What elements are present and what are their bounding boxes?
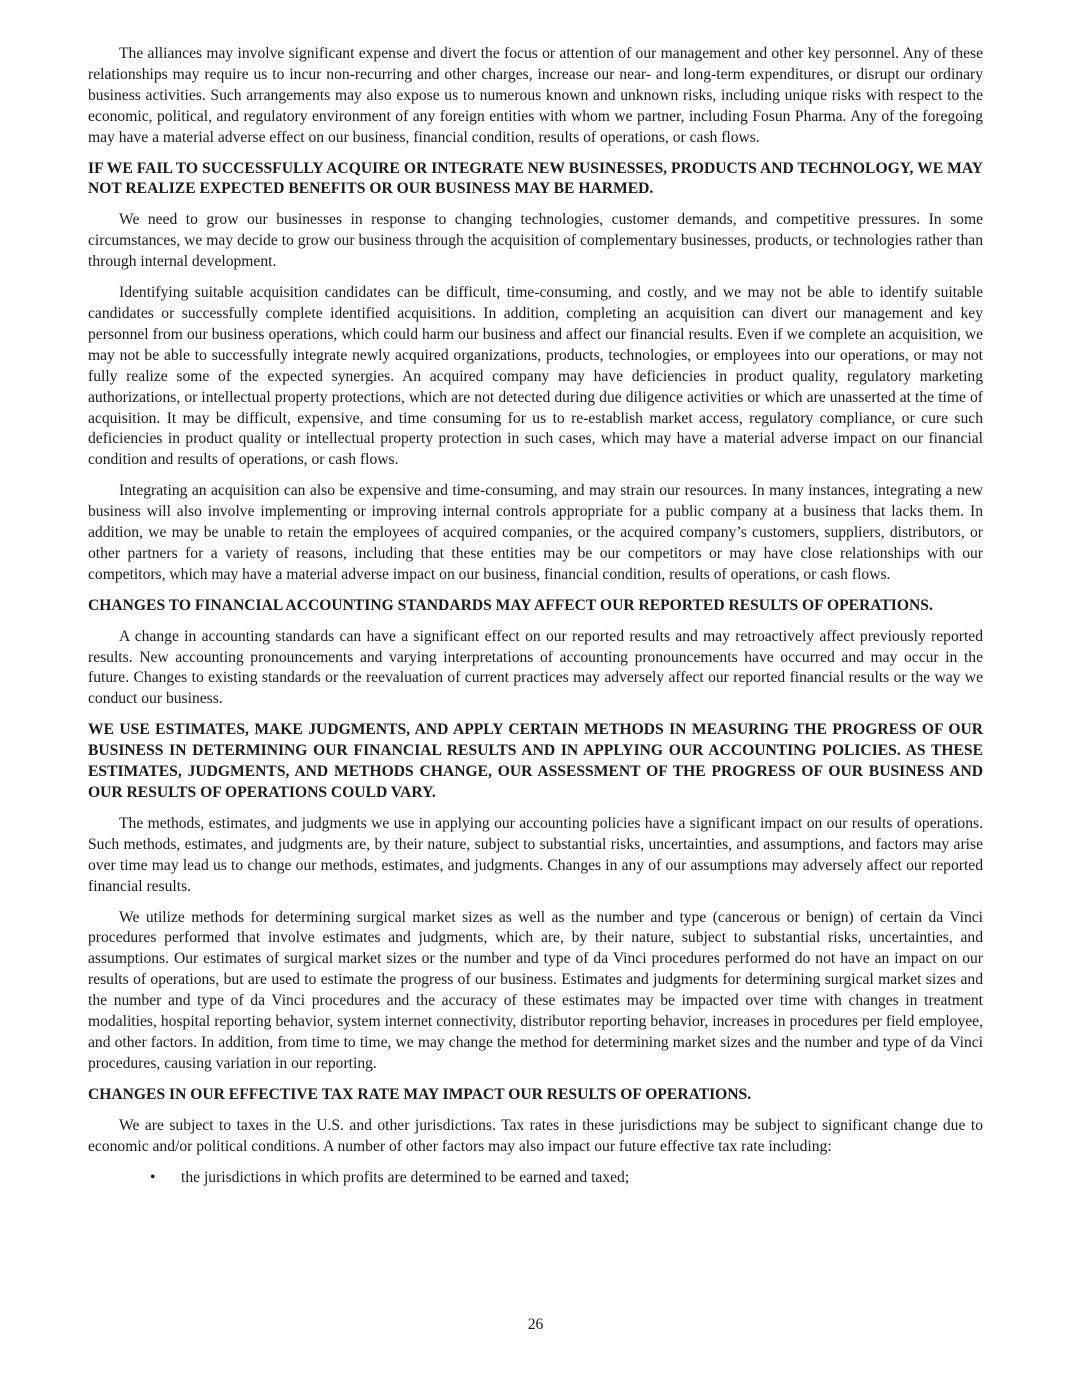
paragraph-grow-business: We need to grow our businesses in response to changing technologies, customer demands, and competitive pressures. In some circumstances, we may decide to grow our business through the acquisition of complementary businesses, products, or technologies rather than through internal development. — [88, 211, 983, 271]
heading-tax-rate: CHANGES IN OUR EFFECTIVE TAX RATE MAY IMPACT OUR RESULTS OF OPERATIONS. — [88, 1085, 752, 1103]
heading-accounting-standards: CHANGES TO FINANCIAL ACCOUNTING STANDARDS MAY AFFECT OUR REPORTED RESULTS OF OPERATIONS. — [88, 596, 933, 614]
bullet-text: the jurisdictions in which profits are determined to be earned and taxed; — [181, 1168, 630, 1186]
heading-acquisitions: IF WE FAIL TO SUCCESSFULLY ACQUIRE OR INTEGRATE NEW BUSINESSES, PRODUCTS AND TECHNOLOGY, WE MAY NOT REALIZE EXPECTED BENEFITS OR OUR BUSINESS MAY BE HARMED. — [88, 159, 983, 198]
document-page — [88, 44, 983, 1188]
paragraph-accounting-change: A change in accounting standards can have a significant effect on our reported results and may retroactively affect previously reported results. New accounting pronouncements and varying interpretations of accounting pronouncements have occurred and may occur in the future. Changes to existing standards or the reevaluation of current practices may adversely affect our reported financial results or the way we conduct our business. — [88, 627, 983, 708]
heading-estimates-judgments: WE USE ESTIMATES, MAKE JUDGMENTS, AND APPLY CERTAIN METHODS IN MEASURING THE PROGRESS OF OUR BUSINESS IN DETERMINING OUR FINANCIAL RESULTS AND IN APPLYING OUR ACCOUNTING POLICIES. AS THESE ESTIMATES, JUDGMENTS, AND METHODS CHANGE, OUR ASSESSMENT OF THE PROGRESS OF OUR BUSINESS AND OUR RESULTS OF OPERATIONS COULD VARY. — [88, 721, 983, 801]
paragraph-acquisition-candidates: Identifying suitable acquisition candidates can be difficult, time-consuming, and costly, and we may not be able to identify suitable candidates or successfully complete identified acquisitions. In addition, completing an acquisition can divert our management and key personnel from our business operations, which could harm our business and affect our financial results. Even if we complete an acquisition, we may not be able to successfully integrate newly acquired organizations, products, technologies, or employees into our operations, or may not fully realize some of the expected synergies. An acquired company may have deficiencies in product quality, regulatory marketing authorizations, or intellectual property protections, which are not detected during due diligence activities or which are unasserted at the time of acquisition. It may be difficult, expensive, and time consuming for us to re-establish market access, regulatory compliance, or cure such deficiencies in product quality or intellectual property protection in such cases, which may have a material adverse impact on our financial condition and results of operations, or cash flows. — [88, 284, 983, 469]
paragraph-taxes: We are subject to taxes in the U.S. and other jurisdictions. Tax rates in these jurisdictions may be subject to significant change due to economic and/or political conditions. A number of other factors may also impact our future effective tax rate including: — [88, 1116, 983, 1155]
paragraph-methods-estimates: The methods, estimates, and judgments we use in applying our accounting policies have a significant impact on our results of operations. Such methods, estimates, and judgments are, by their nature, subject to substantial risks, uncertainties, and assumptions, and factors may arise over time may lead us to change our methods, estimates, and judgments. Changes in any of our assumptions may adversely affect our reported financial results. — [88, 814, 983, 895]
paragraph-market-sizes: We utilize methods for determining surgical market sizes as well as the number and type (cancerous or benign) of certain da Vinci procedures performed that involve estimates and judgments, which are, by their nature, subject to substantial risks, uncertainties, and assumptions. Our estimates of surgical market sizes or the number and type of da Vinci procedures performed do not have an impact on our results of operations, but are used to estimate the progress of our business. Estimates and judgments for determining surgical market sizes and the number and type of da Vinci procedures and the accuracy of these estimates may be impacted over time with changes in treatment modalities, hospital reporting behavior, system internet connectivity, distributor reporting behavior, increases in procedures per field employee, and other factors. In addition, from time to time, we may change the method for determining market sizes and the number and type of da Vinci procedures, causing variation in our reporting. — [88, 908, 983, 1072]
bullet-marker: • — [150, 1168, 156, 1186]
paragraph-integrating-acquisition: Integrating an acquisition can also be expensive and time-consuming, and may strain our resources. In many instances, integrating a new business will also involve implementing or improving internal controls appropriate for a public company at a business that lacks them. In addition, we may be unable to retain the employees of acquired companies, or the acquired company’s customers, suppliers, distributors, or other partners for a variety of reasons, including that these entities may be our competitors or may have close relationships with our competitors, which may have a material adverse impact on our business, financial condition, results of operations, or cash flows. — [88, 482, 983, 583]
page-number: 26 — [527, 1316, 544, 1333]
paragraph-alliances: The alliances may involve significant expense and divert the focus or attention of our management and other key personnel. Any of these relationships may require us to incur non-recurring and other charges, increase our near- and long-term expenditures, or disrupt our ordinary business activities. Such arrangements may also expose us to numerous known and unknown risks, including unique risks with respect to the economic, political, and regulatory environment of any foreign entities with whom we partner, including Fosun Pharma. Any of the foregoing may have a material adverse effect on our business, financial condition, results of operations, or cash flows. — [88, 45, 983, 146]
bullet-item — [88, 1168, 983, 1189]
